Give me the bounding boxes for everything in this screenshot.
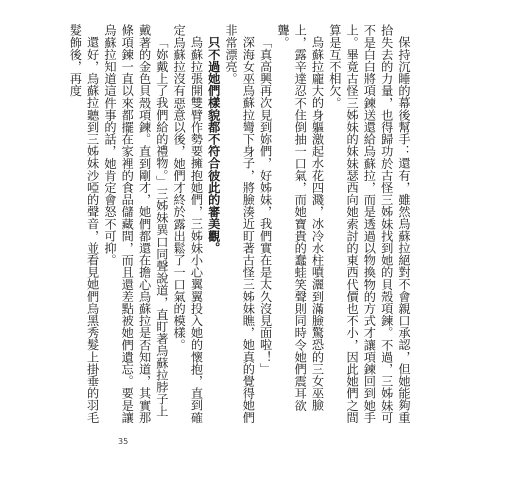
emphasis-text: 只不過她們樣貌都不符合彼此的審美觀。	[206, 36, 221, 254]
paragraph-7: 「妳戴上了我們給的禮物。」三姊妹異口同聲說道，直盯著烏蘇拉脖子上戴著的金色貝殼項鍊。直到剛才，她們都還在擔心烏蘇拉是否知道，其實那條項鍊一直以來都擺在家裡的食品儲藏間，而且還差點被她們遺忘。要是讓烏蘇拉知道這件事的話，她肯定會怒不可抑。	[102, 24, 169, 424]
paragraph-8: 還好，烏蘇拉聽到三姊妹沙啞的聲音，並看見她們烏黑秀髮上掛垂的羽毛髮飾後，再度	[68, 24, 100, 424]
paragraph-3: 「真高興再次見到妳們，好姊妹，我們實在是太久沒見面啦！」	[258, 36, 273, 375]
body-text	[68, 24, 412, 424]
paragraph-4: 深海女巫烏蘇拉彎下身子，將臉湊近盯著古怪三姊妹瞧，她真的覺得她們非常漂亮。	[224, 24, 256, 424]
page-number: 35	[118, 437, 129, 446]
paragraph-6: 烏蘇拉張開雙臂作勢要擁抱她們，三姊妹小心翼翼投入她的懷抱，直到確定烏蘇拉沒有惡意以後，她們才終於露出鬆了一口氣的模樣。	[172, 24, 204, 424]
paragraph-2: 烏蘇拉龐大的身軀激起水花四濺，冰冷水柱噴灑到滿臉驚恐的三女巫臉上，露辛達忍不住倒抽一口氣，而她寶貴的蠢蛙笑聲則同時令她們震耳欲聾。	[275, 24, 325, 412]
paragraph-5-emphasis	[204, 24, 221, 424]
paragraph-1: 保持沉睡的幕後幫手：還有，雖然烏蘇拉絕對不會親口承認，但她能夠重拾失去的力量，也得歸功於古怪三姊妹找到她的貝殼項鍊。不過，三姊妹可不是白白將項鍊送還給烏蘇拉，而是透過以物換物的方式才讓項鍊回到她手上。畢竟古怪三姊妹的妹妹瑟西向她索討的東西代價也不小，因此她們之間算是互不相欠。	[327, 24, 411, 424]
